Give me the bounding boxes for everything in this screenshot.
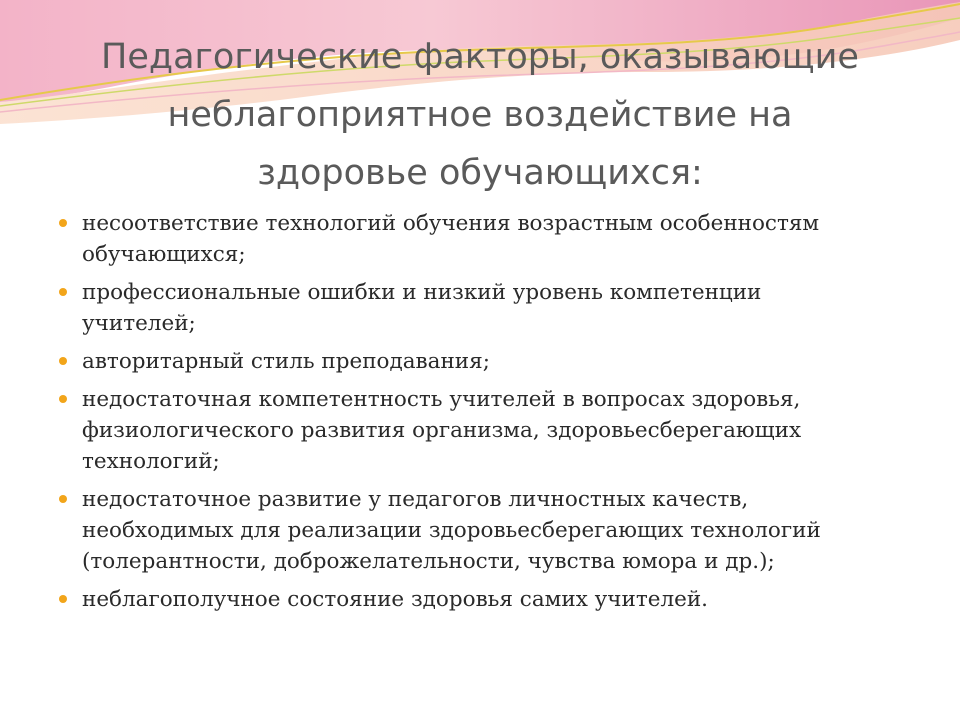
bullet-dot-icon xyxy=(59,219,67,227)
bullet-list xyxy=(58,208,898,622)
bullet-line: недостаточное развитие у педагогов личностных качеств, xyxy=(82,487,749,512)
bullet-item xyxy=(58,584,898,615)
bullet-line: недостаточная компетентность учителей в вопросах здоровья, xyxy=(82,387,801,412)
bullet-line: обучающихся; xyxy=(82,242,246,267)
slide-title xyxy=(40,28,920,202)
bullet-dot-icon xyxy=(59,495,67,503)
bullet-item xyxy=(58,484,898,577)
bullet-line: технологий; xyxy=(82,449,220,474)
bullet-line: (толерантности, доброжелательности, чувства юмора и др.); xyxy=(82,549,775,574)
title-line: неблагоприятное воздействие на xyxy=(167,95,793,135)
bullet-line: авторитарный стиль преподавания; xyxy=(82,349,490,374)
bullet-line: необходимых для реализации здоровьесберегающих технологий xyxy=(82,518,821,543)
bullet-line: физиологического развития организма, здоровьесберегающих xyxy=(82,418,802,443)
title-line: здоровье обучающихся: xyxy=(257,153,703,193)
title-line: Педагогические факторы, оказывающие xyxy=(101,37,859,77)
bullet-line: неблагополучное состояние здоровья самих учителей. xyxy=(82,587,709,612)
bullet-dot-icon xyxy=(59,395,67,403)
bullet-line: профессиональные ошибки и низкий уровень компетенции xyxy=(82,280,762,305)
bullet-dot-icon xyxy=(59,288,67,296)
bullet-item xyxy=(58,208,898,270)
bullet-dot-icon xyxy=(59,357,67,365)
bullet-line: учителей; xyxy=(82,311,196,336)
bullet-item xyxy=(58,384,898,477)
bullet-line: несоответствие технологий обучения возрастным особенностям xyxy=(82,211,820,236)
bullet-dot-icon xyxy=(59,595,67,603)
bullet-item xyxy=(58,277,898,339)
bullet-item xyxy=(58,346,898,377)
